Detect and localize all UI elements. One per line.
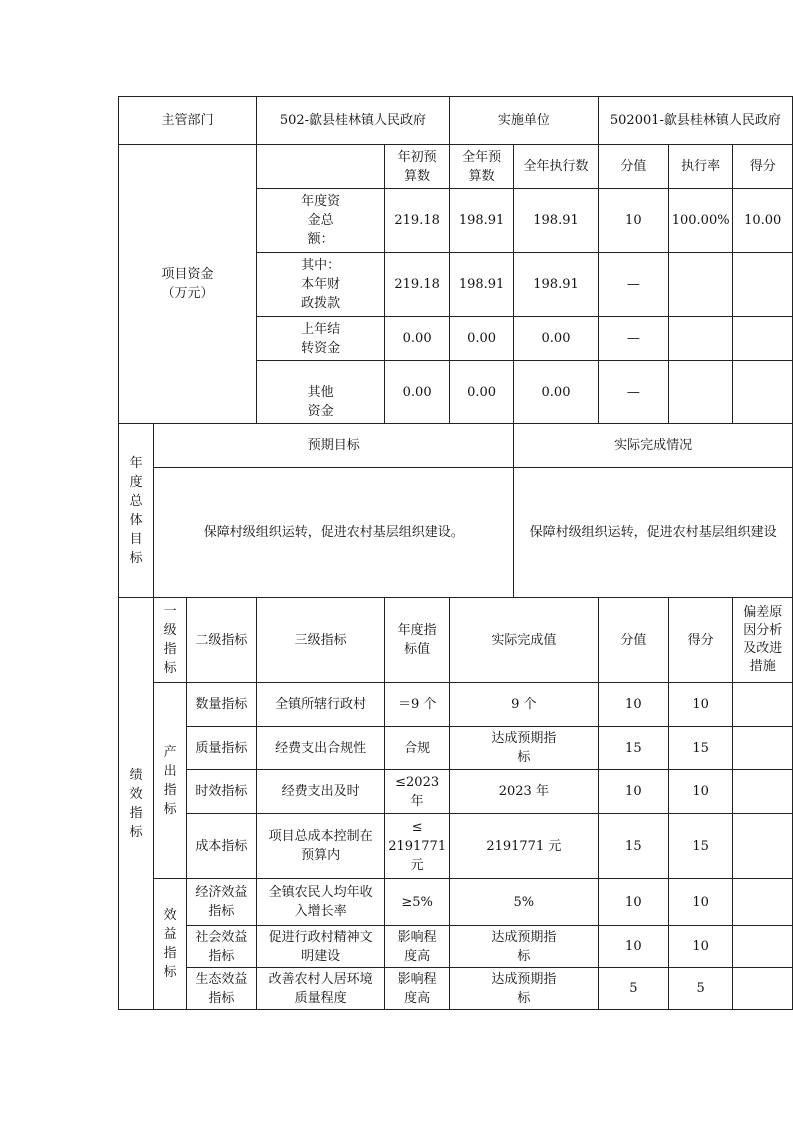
funds-executed: 0.00 [514,361,599,424]
score-value-cell: 15 [598,814,668,879]
funds-score [733,317,793,361]
funds-score-value: — [598,253,668,317]
goals-section-label: 年 度 总 体 目 标 [119,424,154,598]
funds-col-header: 全年执行数 [514,145,599,189]
score-cell: 15 [668,814,733,879]
funds-col-header: 全年预 算数 [449,145,513,189]
deviation-cell [733,879,793,926]
actual-header: 实际完成值 [449,598,598,683]
funds-initial: 219.18 [385,189,450,253]
level3-cell: 全镇所辖行政村 [256,683,384,727]
actual-cell: 达成预期指 标 [449,926,598,968]
indicator-row [119,879,793,926]
performance-evaluation-table [118,96,793,1010]
dept-label: 主管部门 [119,97,257,145]
indicator-row [119,727,793,770]
unit-label: 实施单位 [449,97,598,145]
score-value-cell: 10 [598,879,668,926]
funds-score-value: — [598,361,668,424]
score-cell: 10 [668,879,733,926]
funds-executed: 0.00 [514,317,599,361]
dept-value: 502-歙县桂林镇人民政府 [256,97,449,145]
expected-goal-text: 保障村级组织运转，促进农村基层组织建设。 [154,468,514,598]
funds-annual: 198.91 [449,189,513,253]
score-value-cell: 5 [598,968,668,1010]
target-cell: ≤2023 年 [385,770,450,814]
level2-cell: 生态效益 指标 [186,968,256,1010]
target-cell: 合规 [385,727,450,770]
funds-initial: 0.00 [385,317,450,361]
score-value-cell: 15 [598,727,668,770]
deviation-header: 偏差原 因分析 及改进 措施 [733,598,793,683]
funds-col-header: 执行率 [668,145,733,189]
level2-cell: 经济效益 指标 [186,879,256,926]
level3-header: 三级指标 [256,598,384,683]
funds-rate [668,253,733,317]
actual-cell: 5% [449,879,598,926]
funds-annual: 198.91 [449,253,513,317]
level3-cell: 改善农村人居环境 质量程度 [256,968,384,1010]
deviation-cell [733,814,793,879]
actual-goal-text: 保障村级组织运转，促进农村基层组织建设 [514,468,793,598]
level3-cell: 全镇农民人均年收 入增长率 [256,879,384,926]
actual-cell: 达成预期指 标 [449,727,598,770]
level2-cell: 数量指标 [186,683,256,727]
target-header: 年度指 标值 [385,598,450,683]
actual-goal-header: 实际完成情况 [514,424,793,468]
funds-initial: 0.00 [385,361,450,424]
expected-goal-header: 预期目标 [154,424,514,468]
actual-cell: 达成预期指 标 [449,968,598,1010]
score-cell: 10 [668,683,733,727]
indicator-row [119,968,793,1010]
funds-row-label: 上年结 转资金 [256,317,384,361]
funds-row-label: 年度资 金总 额： [256,189,384,253]
deviation-cell [733,770,793,814]
performance-section-label: 绩 效 指 标 [119,598,154,1010]
funds-col-header: 得分 [733,145,793,189]
funds-score-value: — [598,317,668,361]
target-cell: 影响程 度高 [385,926,450,968]
level2-cell: 质量指标 [186,727,256,770]
level3-cell: 经费支出合规性 [256,727,384,770]
score-cell: 15 [668,727,733,770]
funds-annual: 0.00 [449,361,513,424]
benefit-indicators-label: 效 益 指 标 [154,879,186,1010]
level2-cell: 成本指标 [186,814,256,879]
deviation-cell [733,968,793,1010]
funds-row-label: 其他 资金 [256,361,384,424]
score-header: 得分 [668,598,733,683]
level2-cell: 社会效益 指标 [186,926,256,968]
indicator-row [119,683,793,727]
funds-header-blank [256,145,384,189]
funds-col-header: 分值 [598,145,668,189]
funds-executed: 198.91 [514,189,599,253]
funds-score [733,253,793,317]
funds-section-label: 项目资金 （万元） [119,145,257,424]
score-value-header: 分值 [598,598,668,683]
score-value-cell: 10 [598,683,668,727]
score-value-cell: 10 [598,770,668,814]
actual-cell: 9 个 [449,683,598,727]
funds-annual: 0.00 [449,317,513,361]
output-indicators-label: 产 出 指 标 [154,683,186,879]
funds-rate: 100.00% [668,189,733,253]
deviation-cell [733,727,793,770]
score-value-cell: 10 [598,926,668,968]
deviation-cell [733,926,793,968]
target-cell: 影响程 度高 [385,968,450,1010]
funds-rate [668,361,733,424]
indicator-row [119,814,793,879]
funds-row-label: 其中： 本年财 政拨款 [256,253,384,317]
target-cell: ≥5% [385,879,450,926]
indicator-row [119,770,793,814]
level2-cell: 时效指标 [186,770,256,814]
level3-cell: 经费支出及时 [256,770,384,814]
target-cell: ≤ 2191771 元 [385,814,450,879]
score-cell: 10 [668,926,733,968]
funds-executed: 198.91 [514,253,599,317]
funds-rate [668,317,733,361]
funds-col-header: 年初预 算数 [385,145,450,189]
indicator-row [119,926,793,968]
score-cell: 10 [668,770,733,814]
actual-cell: 2023 年 [449,770,598,814]
unit-value: 502001-歙县桂林镇人民政府 [598,97,792,145]
funds-score-value: 10 [598,189,668,253]
actual-cell: 2191771 元 [449,814,598,879]
level3-cell: 促进行政村精神文 明建设 [256,926,384,968]
funds-initial: 219.18 [385,253,450,317]
score-cell: 5 [668,968,733,1010]
target-cell: ＝9 个 [385,683,450,727]
funds-score [733,361,793,424]
level2-header: 二级指标 [186,598,256,683]
level1-header: 一 级 指 标 [154,598,186,683]
funds-score: 10.00 [733,189,793,253]
level3-cell: 项目总成本控制在 预算内 [256,814,384,879]
deviation-cell [733,683,793,727]
